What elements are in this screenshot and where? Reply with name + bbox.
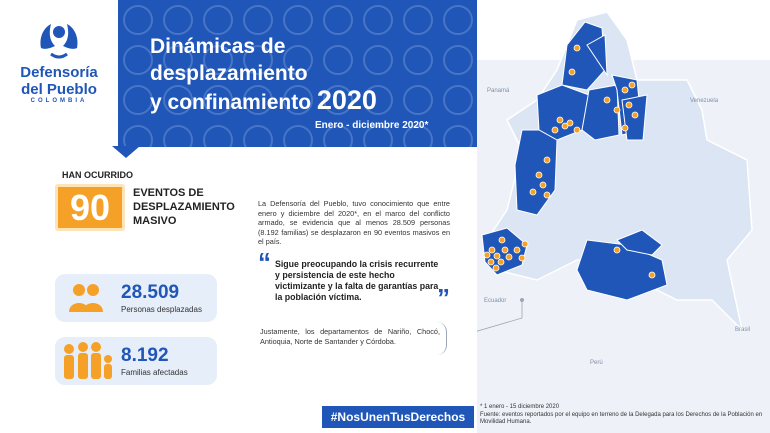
- stat-card-people: [55, 274, 217, 322]
- title-line2: desplazamiento: [150, 62, 308, 85]
- page-title: [150, 33, 470, 116]
- stat-value-people: 28.509: [121, 282, 180, 303]
- quote-close-icon: ”: [437, 283, 450, 313]
- title-line1: Dinámicas de: [150, 35, 286, 58]
- departments-paragraph: Justamente, los departamentos de Nariño, Chocó, Antioquia, Norte de Santander y Córdoba.: [260, 327, 440, 346]
- logo-line3: COLOMBIA: [30, 98, 88, 104]
- header-notch: [112, 146, 140, 158]
- people-icon: [67, 282, 105, 314]
- colombia-map: [477, 0, 770, 433]
- quote-text: Sigue preocupando la crisis recurrente y persistencia de este hecho victimizante y la falta de garantías para la población víctima.: [275, 259, 439, 302]
- page-subtitle: Enero - diciembre 2020*: [315, 120, 429, 131]
- family-icon: [61, 341, 115, 381]
- title-line3: y confinamiento: [150, 91, 312, 114]
- stat-label-people: Personas desplazadas: [121, 305, 202, 314]
- title-year: 2020: [316, 85, 377, 115]
- events-description: EVENTOS DE DESPLAZAMIENTO MASIVO: [133, 187, 235, 227]
- events-label: HAN OCURRIDO: [62, 170, 133, 180]
- quote-open-icon: “: [258, 247, 271, 277]
- stat-value-families: 8.192: [121, 345, 169, 366]
- country-label-venezuela: Venezuela: [690, 98, 719, 104]
- stat-label-families: Familias afectadas: [121, 368, 188, 377]
- country-label-peru: Perú: [590, 360, 603, 366]
- stat-card-families: [55, 337, 217, 385]
- logo: [0, 0, 118, 147]
- intro-paragraph: La Defensoría del Pueblo, tuvo conocimiento que entre enero y diciembre del 2020*, en el marco del conflicto armado, se evidencia que al menos 28.509 personas (8.192 familias) se desplazaron en 90 eventos masivos en el país.: [258, 199, 450, 247]
- footnote: [480, 404, 765, 427]
- hashtag-banner: #NosUnenTusDerechos: [322, 406, 474, 428]
- events-count: 90: [55, 184, 125, 231]
- footnote-date: * 1 enero - 15 diciembre 2020: [480, 404, 560, 410]
- logo-line2: del Pueblo: [21, 81, 97, 98]
- hands-emblem-icon: [37, 18, 81, 62]
- country-label-panama: Panamá: [487, 88, 510, 94]
- country-label-brasil: Brasil: [735, 327, 751, 333]
- logo-line1: Defensoría: [20, 64, 98, 81]
- footnote-source: Fuente: eventos reportados por el equipo en terreno de la Delegada para los Derechos de la Población en Movilidad Humana.: [480, 411, 763, 426]
- country-label-ecuador: Ecuador: [484, 298, 507, 304]
